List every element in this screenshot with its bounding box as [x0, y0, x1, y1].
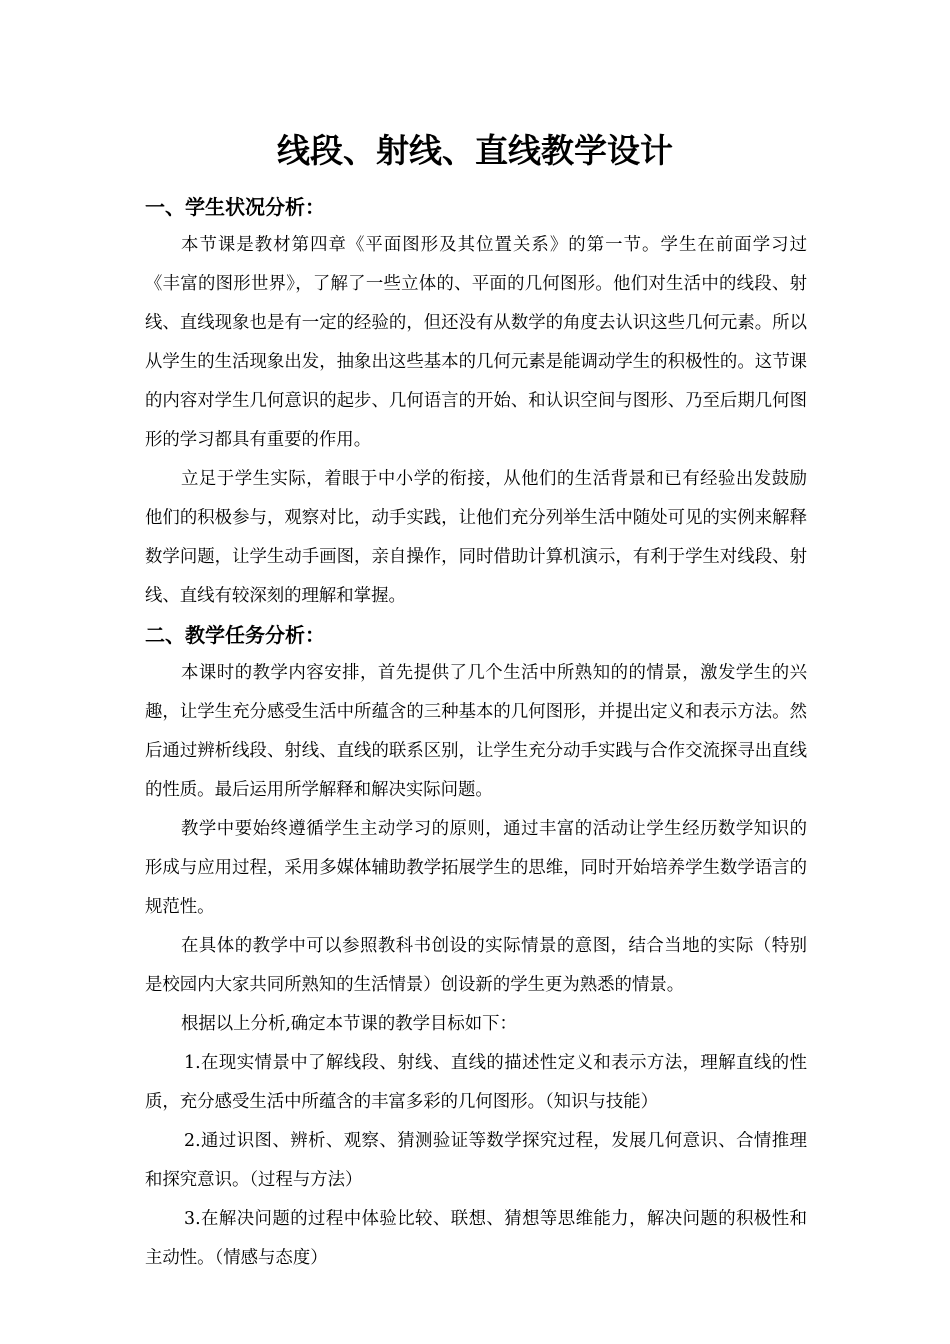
body-paragraph: 立足于学生实际，着眼于中小学的衔接，从他们的生活背景和已有经验出发鼓励他们的积极参与，观察对比，动手实践，让他们充分列举生活中随处可见的实例来解释数学问题，让学生动手画图，亲自操作，同时借助计算机演示，有利于学生对线段、射线、直线有较深刻的理解和掌握。 [145, 469, 807, 606]
document-body [145, 188, 807, 1278]
teaching-goal-item: 1.在现实情景中了解线段、射线、直线的描述性定义和表示方法，理解直线的性质，充分感受生活中所蕴含的丰富多彩的几何图形。（知识与技能） [145, 1053, 807, 1112]
section-heading: 二、教学任务分析： [145, 623, 325, 647]
document-title: 线段、射线、直线教学设计 [277, 131, 673, 170]
section-heading: 一、学生状况分析： [145, 195, 325, 219]
body-paragraph: 教学中要始终遵循学生主动学习的原则，通过丰富的活动让学生经历数学知识的形成与应用过程，采用多媒体辅助教学拓展学生的思维，同时开始培养学生数学语言的规范性。 [145, 819, 807, 917]
body-paragraph: 本节课是教材第四章《平面图形及其位置关系》的第一节。学生在前面学习过《丰富的图形世界》，了解了一些立体的、平面的几何图形。他们对生活中的线段、射线、直线现象也是有一定的经验的，但还没有从数学的角度去认识这些几何元素。所以从学生的生活现象出发，抽象出这些基本的几何元素是能调动学生的积极性的。这节课的内容对学生几何意识的起步、几何语言的开始、和认识空间与图形、乃至后期几何图形的学习都具有重要的作用。 [145, 235, 807, 450]
teaching-goal-item: 3.在解决问题的过程中体验比较、联想、猜想等思维能力，解决问题的积极性和主动性。（情感与态度） [145, 1209, 807, 1268]
section-teaching-task-analysis [145, 616, 807, 1278]
body-paragraph: 本课时的教学内容安排，首先提供了几个生活中所熟知的的情景，激发学生的兴趣，让学生充分感受生活中所蕴含的三种基本的几何图形，并提出定义和表示方法。然后通过辨析线段、射线、直线的联系区别，让学生充分动手实践与合作交流探寻出直线的性质。最后运用所学解释和解决实际问题。 [145, 663, 807, 800]
body-paragraph: 根据以上分析,确定本节课的教学目标如下： [181, 1014, 517, 1034]
section-student-analysis [145, 188, 807, 616]
teaching-goal-item: 2.通过识图、辨析、观察、猜测验证等数学探究过程，发展几何意识、合情推理和探究意识。（过程与方法） [145, 1131, 807, 1190]
body-paragraph: 在具体的教学中可以参照教科书创设的实际情景的意图，结合当地的实际（特别是校园内大家共同所熟知的生活情景）创设新的学生更为熟悉的情景。 [145, 936, 807, 995]
